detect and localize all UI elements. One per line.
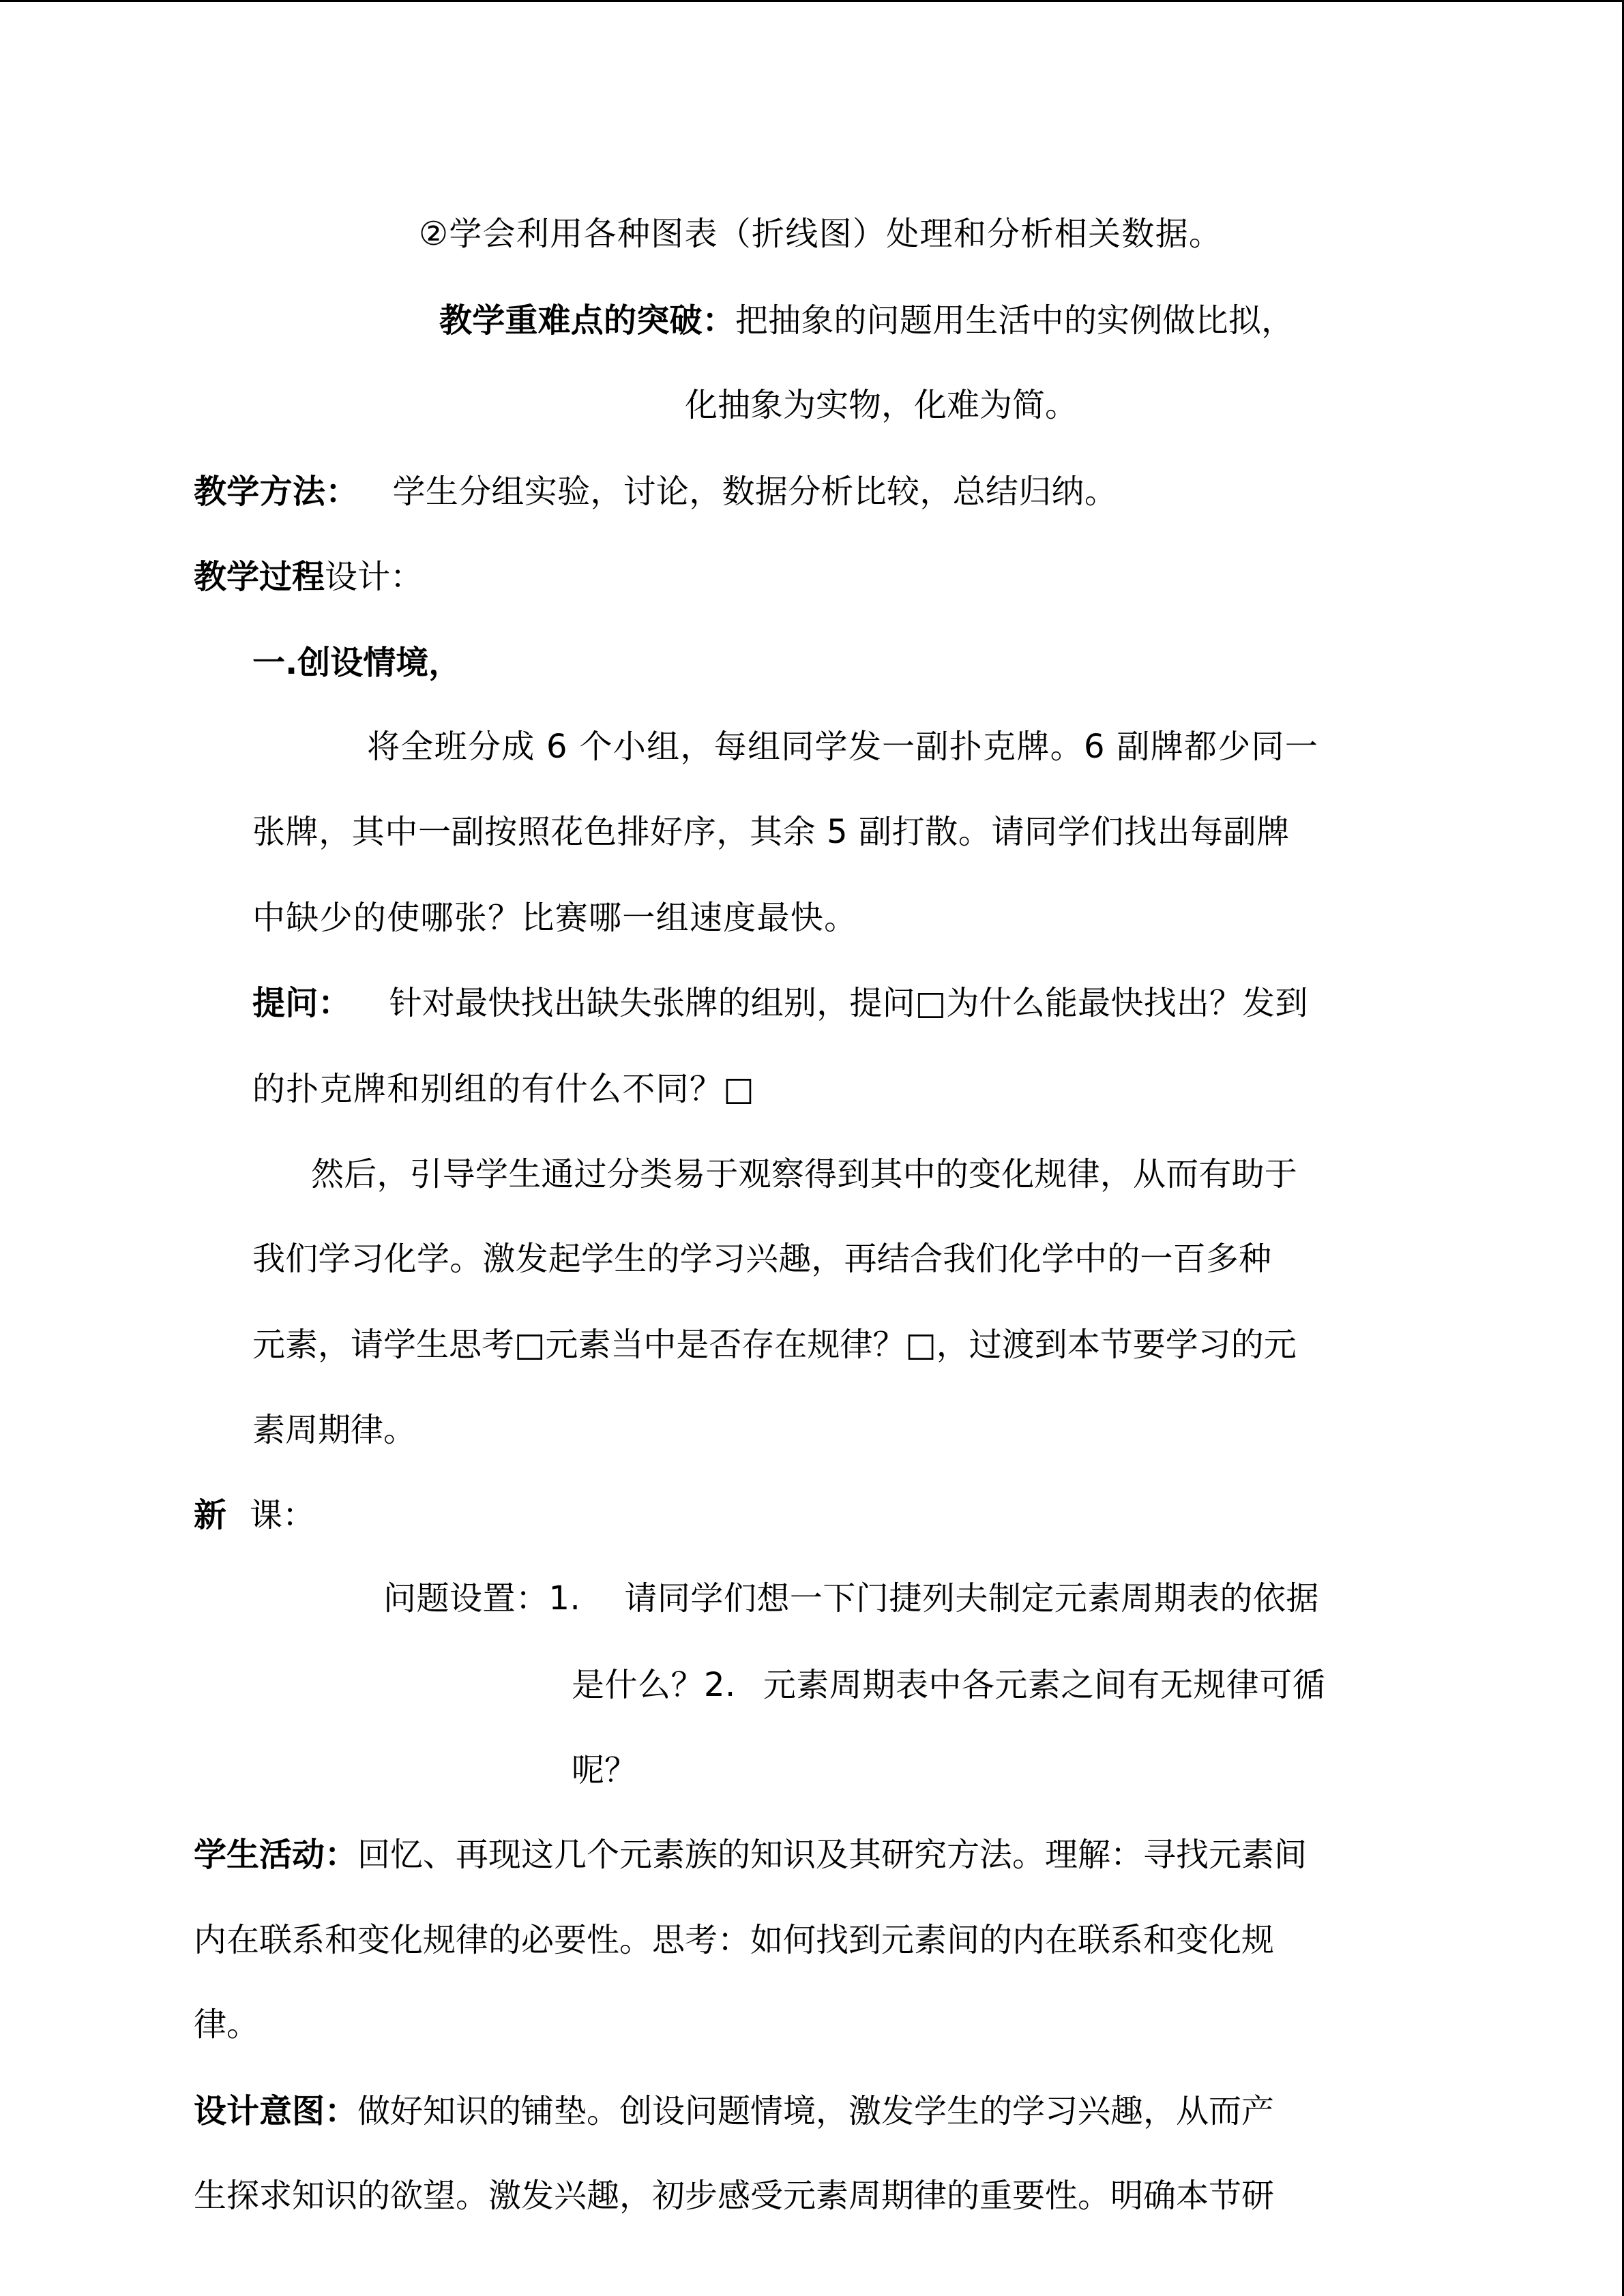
objective-line	[419, 215, 1223, 253]
design-intent-text: 做好知识的铺垫。创设问题情境，激发学生的学习兴趣，从而产	[357, 2092, 1275, 2130]
process-label: 教学过程	[194, 558, 325, 596]
new-lesson-heading	[194, 1496, 316, 1534]
paragraph-text: 然后，引导学生通过分类易于观察得到其中的变化规律，从而有助于	[311, 1155, 1298, 1193]
problem-text-2: 元素周期表中各元素之间有无规律可循	[763, 1666, 1326, 1704]
section-one-heading	[252, 644, 462, 682]
paragraph-2-line-2	[252, 1240, 1272, 1278]
problem-text-2-end: 呢？	[572, 1751, 638, 1789]
paragraph-1-line-2	[252, 813, 1290, 851]
question-text: 针对最快找出缺失张牌的组别，提问□为什么能最快找出？发到	[389, 984, 1308, 1022]
method-label: 教学方法：	[194, 473, 359, 511]
student-activity-line-2	[194, 1921, 1275, 1959]
question-line-2	[252, 1070, 755, 1108]
problem-number-1: 1.	[548, 1579, 581, 1617]
paragraph-text: 律。	[194, 2006, 260, 2044]
paragraph-text: 生探求知识的欲望。激发兴趣，初步感受元素周期律的重要性。明确本节研	[194, 2177, 1275, 2215]
problem-text-1-end: 是什么？2.	[572, 1666, 736, 1704]
problem-setting-label: 问题设置：	[383, 1579, 549, 1617]
design-intent-line-2	[194, 2177, 1275, 2215]
paragraph-text: 内在联系和变化规律的必要性。思考：如何找到元素间的内在联系和变化规	[194, 1921, 1275, 1959]
student-activity-label: 学生活动：	[194, 1836, 358, 1874]
student-activity-text: 回忆、再现这几个元素族的知识及其研究方法。理解：寻找元素间	[357, 1836, 1308, 1874]
paragraph-text: 将全班分成 6 个小组，每组同学发一副扑克牌。6 副牌都少同一	[367, 728, 1319, 766]
difficulty-text: 把抽象的问题用生活中的实例做比拟，	[735, 301, 1295, 340]
design-intent-line	[194, 2092, 1275, 2130]
method-line	[194, 473, 1118, 511]
section-one-title: 创设情境，	[297, 644, 462, 682]
difficulty-label: 教学重难点的突破：	[439, 301, 735, 340]
paragraph-text: 我们学习化学。激发起学生的学习兴趣，再结合我们化学中的一百多种	[252, 1240, 1272, 1278]
paragraph-text: 张牌，其中一副按照花色排好序，其余 5 副打散。请同学们找出每副牌	[252, 813, 1290, 851]
paragraph-text: 的扑克牌和别组的有什么不同？□	[252, 1070, 755, 1108]
problem-setting-line-3	[572, 1751, 638, 1789]
paragraph-2-line-1	[311, 1155, 1298, 1193]
objective-text: ②学会利用各种图表（折线图）处理和分析相关数据。	[419, 215, 1223, 253]
difficulty-text-2: 化抽象为实物，化难为简。	[685, 386, 1078, 424]
process-text: 设计：	[325, 558, 424, 596]
student-activity-line-3	[194, 2006, 260, 2044]
process-heading	[194, 558, 424, 596]
section-one-number: 一.	[252, 644, 298, 682]
problem-text-1: 请同学们想一下门捷列夫制定元素周期表的依据	[624, 1579, 1319, 1617]
difficulty-line-2	[685, 386, 1078, 424]
method-text: 学生分组实验，讨论，数据分析比较，总结归纳。	[392, 473, 1118, 511]
student-activity-line	[194, 1836, 1308, 1874]
paragraph-2-line-3	[252, 1326, 1297, 1364]
paragraph-2-line-4	[252, 1411, 417, 1449]
problem-setting-line	[383, 1579, 1319, 1617]
paragraph-1-line-1	[367, 728, 1319, 766]
design-intent-label: 设计意图：	[194, 2092, 358, 2130]
new-lesson-label: 新	[194, 1496, 227, 1534]
difficulty-line	[439, 301, 1295, 340]
paragraph-text: 元素，请学生思考□元素当中是否存在规律？□，过渡到本节要学习的元	[252, 1326, 1297, 1364]
problem-setting-line-2	[572, 1666, 1326, 1704]
question-label: 提问：	[252, 984, 351, 1022]
paragraph-text: 中缺少的使哪张？比赛哪一组速度最快。	[252, 899, 858, 937]
new-lesson-text: 课：	[250, 1496, 316, 1534]
paragraph-text: 素周期律。	[252, 1411, 417, 1449]
paragraph-1-line-3	[252, 899, 858, 937]
question-line	[252, 984, 1308, 1022]
